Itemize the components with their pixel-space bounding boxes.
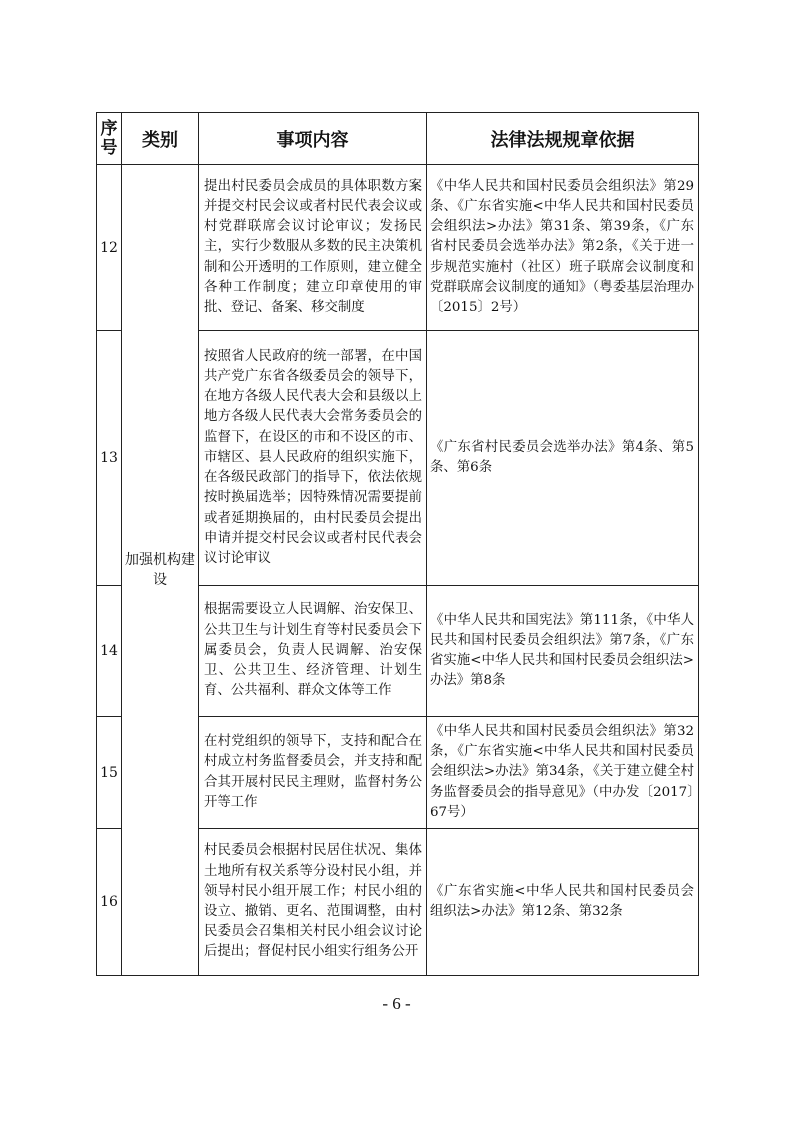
row-content: 村民委员会根据村民居住状况、集体土地所有权关系等分设村民小组，并领导村民小组开展工作；村民小组的设立、撤销、更名、范围调整，由村民委员会召集相关村民小组会议讨论后提出；督促村民小组实行组务公开 xyxy=(199,829,427,976)
row-basis: 《中华人民共和国村民委员会组织法》第32条，《广东省实施<中华人民共和国村民委员会组织法>办法》第34条，《关于建立健全村务监督委员会的指导意见》（中办发〔2017〕67号） xyxy=(427,717,699,829)
row-seq: 13 xyxy=(97,331,122,586)
header-basis: 法律法规规章依据 xyxy=(427,113,699,165)
row-basis: 《广东省实施<中华人民共和国村民委员会组织法>办法》第12条、第32条 xyxy=(427,829,699,976)
regulation-table xyxy=(96,112,699,976)
table-row xyxy=(97,165,699,331)
table-header-row xyxy=(97,113,699,165)
category-cell: 加强机构建设 xyxy=(122,165,199,976)
row-basis: 《中华人民共和国宪法》第111条，《中华人民共和国村民委员会组织法》第7条，《广东省实施<中华人民共和国村民委员会组织法>办法》第8条 xyxy=(427,586,699,717)
row-seq: 16 xyxy=(97,829,122,976)
row-content: 根据需要设立人民调解、治安保卫、公共卫生与计划生育等村民委员会下属委员会，负责人民调解、治安保卫、公共卫生、经济管理、计划生育、公共福利、群众文体等工作 xyxy=(199,586,427,717)
row-basis: 《广东省村民委员会选举办法》第4条、第5条、第6条 xyxy=(427,331,699,586)
row-basis: 《中华人民共和国村民委员会组织法》第29条、《广东省实施<中华人民共和国村民委员会组织法>办法》第31条、第39条，《广东省村民委员会选举办法》第2条，《关于进一步规范实施村（社区）班子联席会议制度和党群联席会议制度的通知》（粤委基层治理办〔2015〕2号） xyxy=(427,165,699,331)
row-content: 在村党组织的领导下，支持和配合在村成立村务监督委员会，并支持和配合其开展村民民主理财，监督村务公开等工作 xyxy=(199,717,427,829)
header-content: 事项内容 xyxy=(199,113,427,165)
header-seq: 序号 xyxy=(97,113,122,165)
row-seq: 14 xyxy=(97,586,122,717)
header-category: 类别 xyxy=(122,113,199,165)
row-content: 按照省人民政府的统一部署，在中国共产党广东省各级委员会的领导下，在地方各级人民代表大会和县级以上地方各级人民代表大会常务委员会的监督下，在设区的市和不设区的市、市辖区、县人民政府的组织实施下，在各级民政部门的指导下，依法依规按时换届选举；因特殊情况需要提前或者延期换届的，由村民委员会提出申请并提交村民会议或者村民代表会议讨论审议 xyxy=(199,331,427,586)
row-seq: 15 xyxy=(97,717,122,829)
row-seq: 12 xyxy=(97,165,122,331)
row-content: 提出村民委员会成员的具体职数方案并提交村民会议或者村民代表会议或村党群联席会议讨论审议；发扬民主，实行少数服从多数的民主决策机制和公开透明的工作原则，建立健全各种工作制度；建立印章使用的审批、登记、备案、移交制度 xyxy=(199,165,427,331)
page-number: - 6 - xyxy=(382,994,411,1013)
